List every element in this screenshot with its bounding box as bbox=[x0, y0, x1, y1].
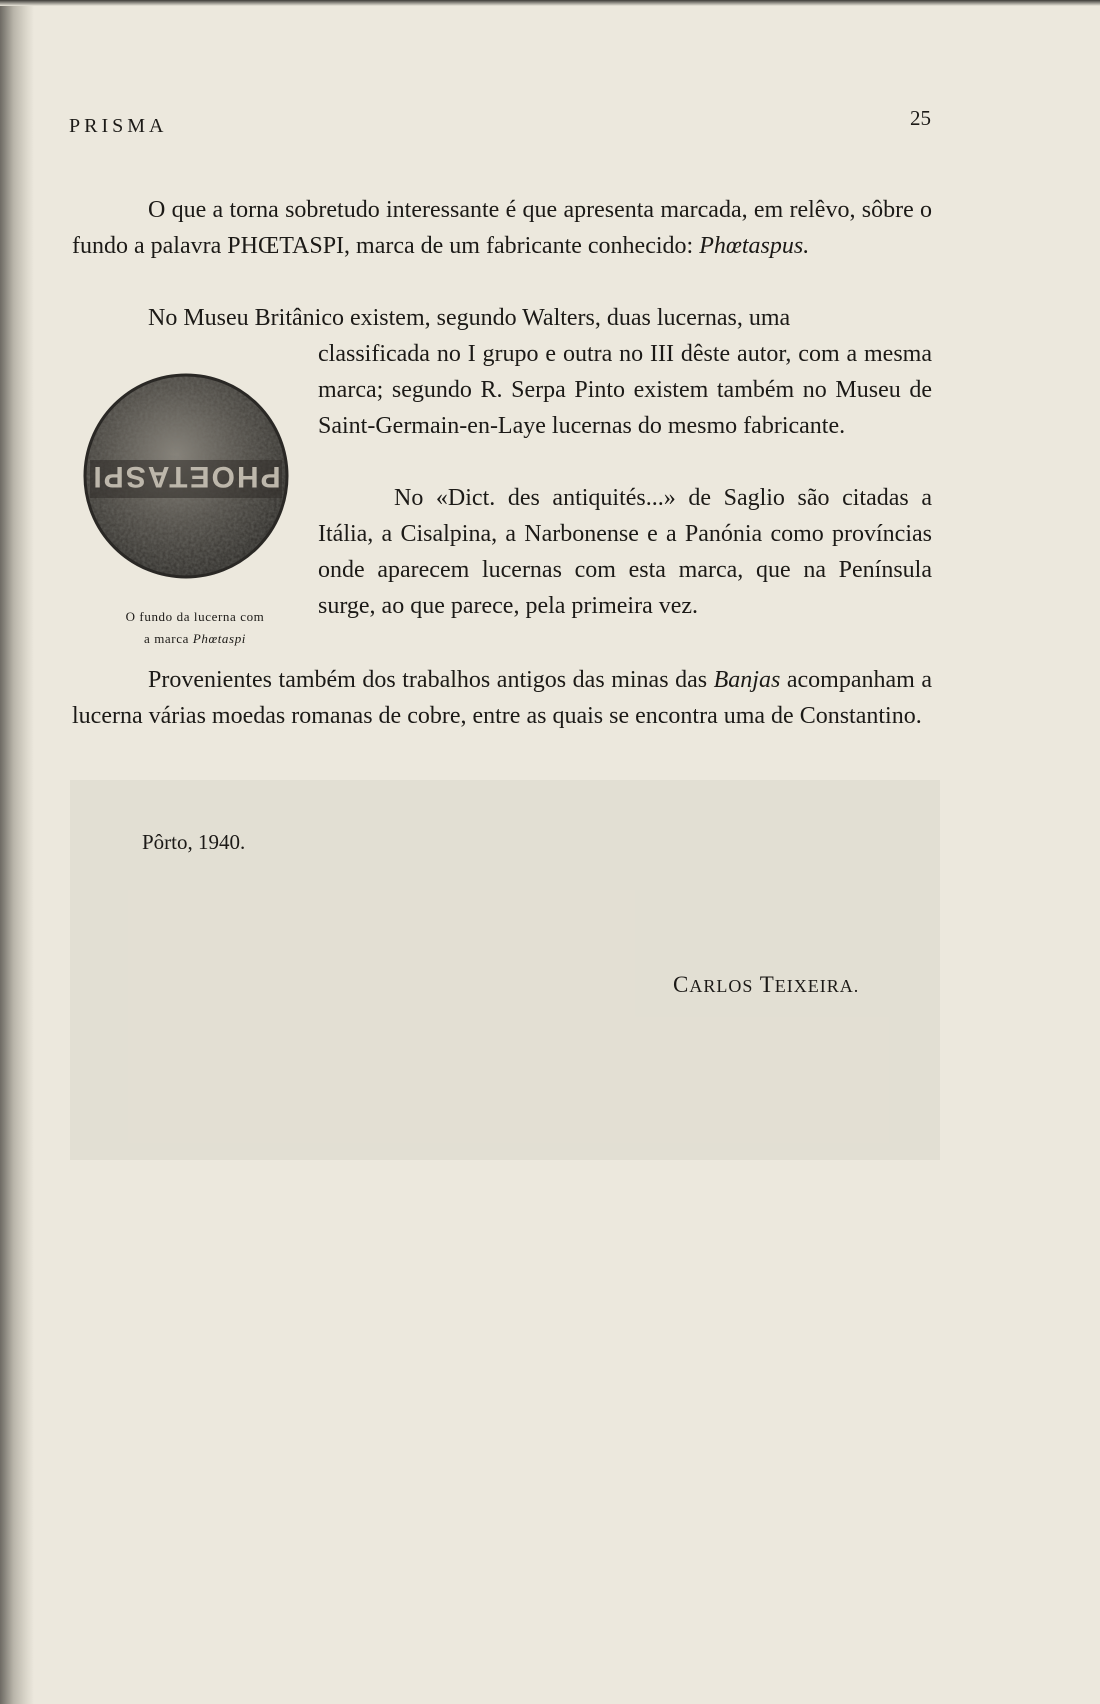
paragraph-2-rest: classificada no I grupo e outra no III dêste autor, com a mesma marca; segundo R. Serpa Pinto existem também no Museu de Saint-Germain-en-Laye lucernas do mesmo fabricante. bbox=[318, 341, 932, 439]
signature-rest-1: ARLOS bbox=[689, 976, 754, 996]
paragraph-1-italic: Phœtaspus. bbox=[699, 233, 810, 259]
page-number: 25 bbox=[910, 106, 931, 130]
running-title: PRISMA bbox=[69, 115, 168, 137]
paragraph-4-after: acompanham a lucerna várias moedas romanas de cobre, entre as quais se encontra uma de Constantino. bbox=[72, 667, 933, 729]
coin-stamp-text: PHOETASPI bbox=[91, 460, 281, 493]
paragraph-4-before: Provenientes também dos trabalhos antigos das minas das bbox=[148, 667, 708, 693]
place-and-date: Pôrto, 1940. bbox=[142, 830, 246, 854]
top-edge-shadow bbox=[0, 0, 1100, 6]
lucerna-bottom-photo bbox=[80, 370, 292, 582]
paragraph-1-text: O que a torna sobretudo interessante é que apresenta marcada, em relêvo, sôbre o fundo a palavra PHŒTASPI, marca de um fabricante conhecido: bbox=[72, 197, 932, 259]
signature-initial-2: T bbox=[759, 972, 775, 997]
coin-image bbox=[80, 370, 292, 582]
paragraph-1 bbox=[72, 192, 932, 264]
author-signature bbox=[673, 972, 859, 998]
paragraph-2-first-line-text: No Museu Britânico existem, segundo Walters, duas lucernas, uma bbox=[148, 305, 791, 331]
figure-caption bbox=[90, 606, 300, 650]
caption-line-1: O fundo da lucerna com bbox=[125, 609, 265, 624]
paragraph-2-first-line bbox=[72, 300, 932, 336]
paragraph-4-italic: Banjas bbox=[713, 667, 781, 693]
paragraph-4 bbox=[72, 662, 932, 734]
caption-line-2 bbox=[90, 628, 300, 650]
signature-initial-1: C bbox=[673, 972, 690, 997]
signature-rest-2: EIXEIRA. bbox=[774, 976, 860, 996]
book-spine-shadow bbox=[0, 0, 34, 1704]
caption-line-2-prefix: a marca bbox=[143, 631, 189, 646]
paragraph-3: No «Dict. des antiquités...» de Saglio são citadas a Itália, a Cisalpina, a Narbonense e a Panónia como províncias onde aparecem lucernas com esta marca, que na Península surge, ao que parece, pela primeira vez. bbox=[318, 485, 932, 619]
caption-line-2-italic: Phœtaspi bbox=[192, 631, 247, 646]
